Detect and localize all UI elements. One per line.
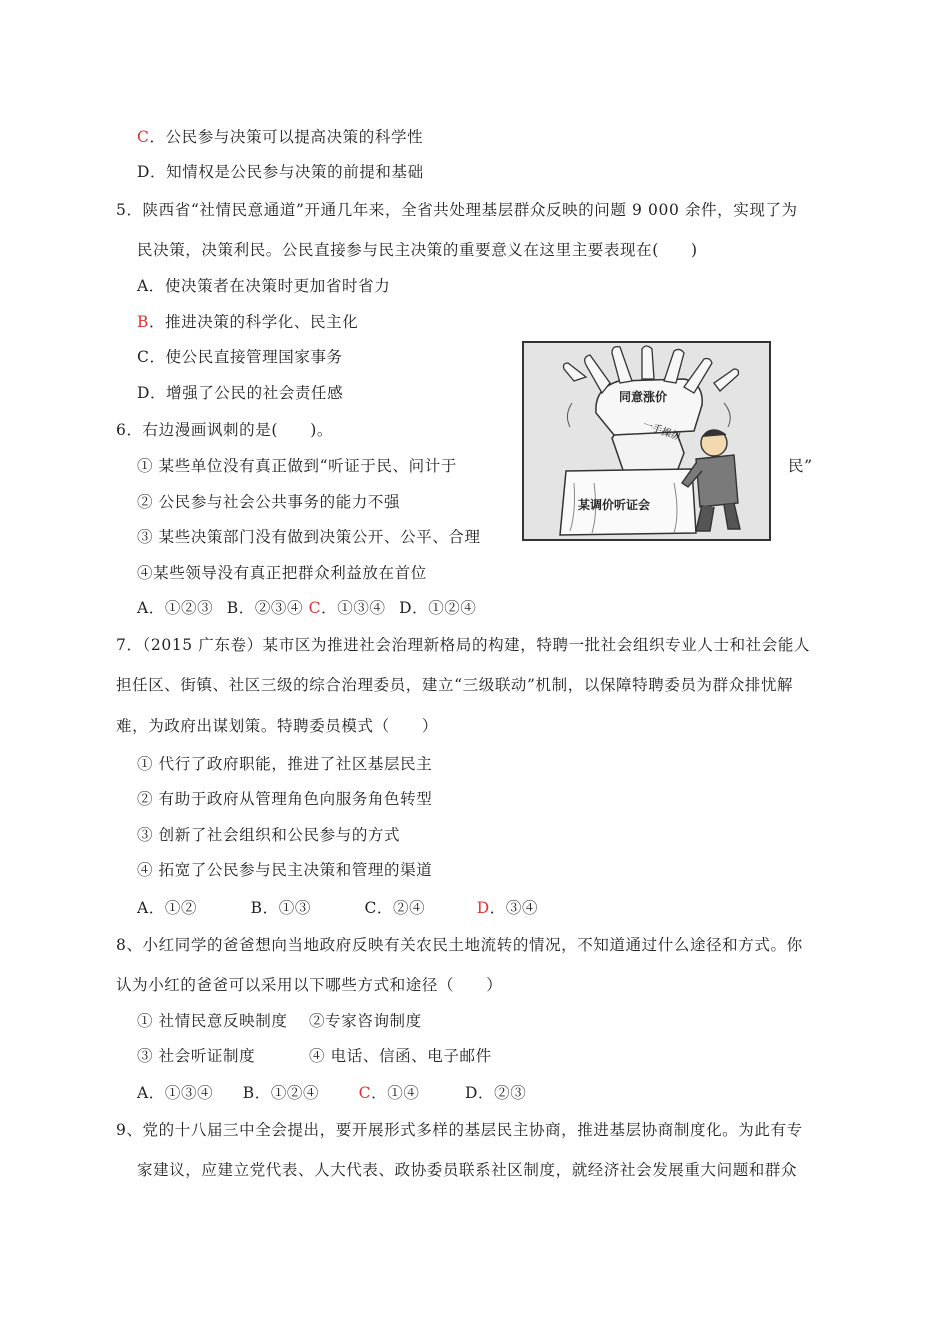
question-9-stem-cont: 家建议，应建立党代表、人大代表、政协委员联系社区制度，就经济社会发展重大问题和群众 — [137, 1161, 798, 1179]
question-5-stem-cont: 民决策，决策利民。公民直接参与民主决策的重要意义在这里主要表现在( ) — [137, 241, 698, 259]
q6-item-2: ② 公民参与社会公共事务的能力不强 — [137, 493, 401, 511]
q5-option-d: D．增强了公民的社会责任感 — [137, 384, 344, 402]
answer-letter: C — [137, 128, 150, 146]
question-8-stem: 8、小红同学的爸爸想向当地政府反映有关农民土地流转的情况，不知道通过什么途径和方式。你 — [116, 936, 803, 954]
q6-item-1-end: 民” — [788, 457, 813, 475]
q5-option-c: C．使公民直接管理国家事务 — [137, 348, 343, 366]
q6-item-1: ① 某些单位没有真正做到“听证于民、问计于 — [137, 457, 457, 475]
q6-item-3: ③ 某些决策部门没有做到决策公开、公平、合理 — [137, 528, 481, 546]
answer-letter: D — [476, 899, 490, 917]
q6-answers: A．①②③ B．②③④ C．①③④ D．①②④ — [137, 599, 477, 617]
question-7-stem-cont: 担任区、街镇、社区三级的综合治理委员，建立“三级联动”机制，以保障特聘委员为群众排忧解 — [116, 676, 794, 694]
question-8-stem-cont: 认为小红的爸爸可以采用以下哪些方式和途径（ ） — [116, 976, 503, 994]
q8-answers: A．①③④ B．①②④ C．①④ D．②③ — [137, 1084, 527, 1102]
arm-text: 一手操纵 — [640, 419, 683, 444]
question-6-stem: 6．右边漫画讽刺的是( )。 — [116, 421, 333, 439]
answer-letter: C — [308, 599, 322, 617]
q8-items-1-2: ① 社情民意反映制度 ②专家咨询制度 — [137, 1012, 422, 1030]
question-5-stem: 5．陕西省“社情民意通道”开通几年来，全省共处理基层群众反映的问题 9 000 余件，实现了为 — [116, 201, 798, 219]
q7-item-1: ① 代行了政府职能，推进了社区基层民主 — [137, 755, 433, 773]
q5-option-a: A．使决策者在决策时更加省时省力 — [137, 277, 391, 295]
q7-item-2: ② 有助于政府从管理角色向服务角色转型 — [137, 790, 433, 808]
q5-option-b: B．推进决策的科学化、民主化 — [137, 313, 359, 331]
question-7-stem-cont2: 难，为政府出谋划策。特聘委员模式（ ） — [116, 717, 439, 735]
q7-answers: A．①② B．①③ C．②④ D．③④ — [137, 899, 539, 917]
question-9-stem: 9、党的十八届三中全会提出，要开展形式多样的基层民主协商，推进基层协商制度化。为此有专 — [116, 1121, 803, 1139]
satire-cartoon — [522, 341, 771, 541]
option-c-line: C．公民参与决策可以提高决策的科学性 — [137, 128, 424, 146]
q6-item-4: ④某些领导没有真正把群众利益放在首位 — [137, 564, 427, 582]
table-text: 某调价听证会 — [578, 498, 651, 512]
question-7-stem: 7．（2015 广东卷）某市区为推进社会治理新格局的构建，特聘一批社会组织专业人士和社会能人 — [116, 636, 811, 654]
q7-item-3: ③ 创新了社会组织和公民参与的方式 — [137, 826, 401, 844]
q8-items-3-4: ③ 社会听证制度 ④ 电话、信函、电子邮件 — [137, 1047, 492, 1065]
answer-letter: C — [358, 1084, 372, 1102]
q7-item-4: ④ 拓宽了公民参与民主决策和管理的渠道 — [137, 861, 433, 879]
hand-text: 同意涨价 — [619, 390, 668, 404]
answer-letter: B — [137, 313, 149, 331]
option-d-line: D．知情权是公民参与决策的前提和基础 — [137, 163, 424, 181]
